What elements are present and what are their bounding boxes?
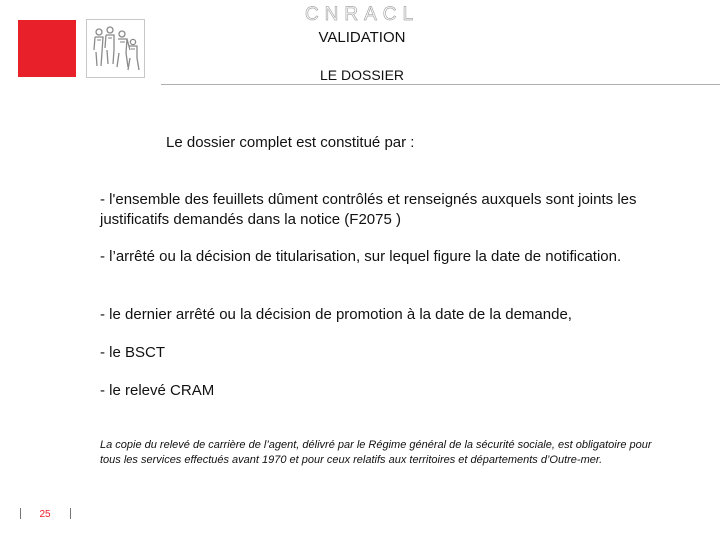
logo — [86, 19, 145, 78]
red-brand-square — [18, 20, 76, 77]
list-item: - l’arrêté ou la décision de titularisation, sur lequel figure la date de notification. — [100, 248, 622, 265]
header-divider — [161, 84, 720, 85]
org-name: CNRACL — [304, 4, 420, 25]
list-item: - le BSCT — [100, 344, 166, 361]
section-title: VALIDATION — [318, 29, 406, 46]
page-number: 25 — [39, 509, 51, 520]
footer-divider-left — [20, 508, 21, 519]
footnote: La copie du relevé de carrière de l’agent, délivré par le Régime général de la sécurité sociale, est obligatoire pour tous les services effectués avant 1970 et pour ceux relatifs aux territoires et départements d’Outre-mer. — [100, 439, 652, 466]
people-group-icon — [87, 20, 144, 77]
list-item: - le dernier arrêté ou la décision de promotion à la date de la demande, — [100, 306, 572, 323]
list-item: - l'ensemble des feuillets dûment contrôlés et renseignés auxquels sont joints les justificatifs demandés dans la notice (F2075 ) — [100, 191, 637, 228]
subsection-title: LE DOSSIER — [319, 67, 405, 83]
list-item: - le relevé CRAM — [100, 382, 215, 399]
intro-text: Le dossier complet est constitué par : — [166, 134, 415, 151]
footer-divider-right — [70, 508, 71, 519]
